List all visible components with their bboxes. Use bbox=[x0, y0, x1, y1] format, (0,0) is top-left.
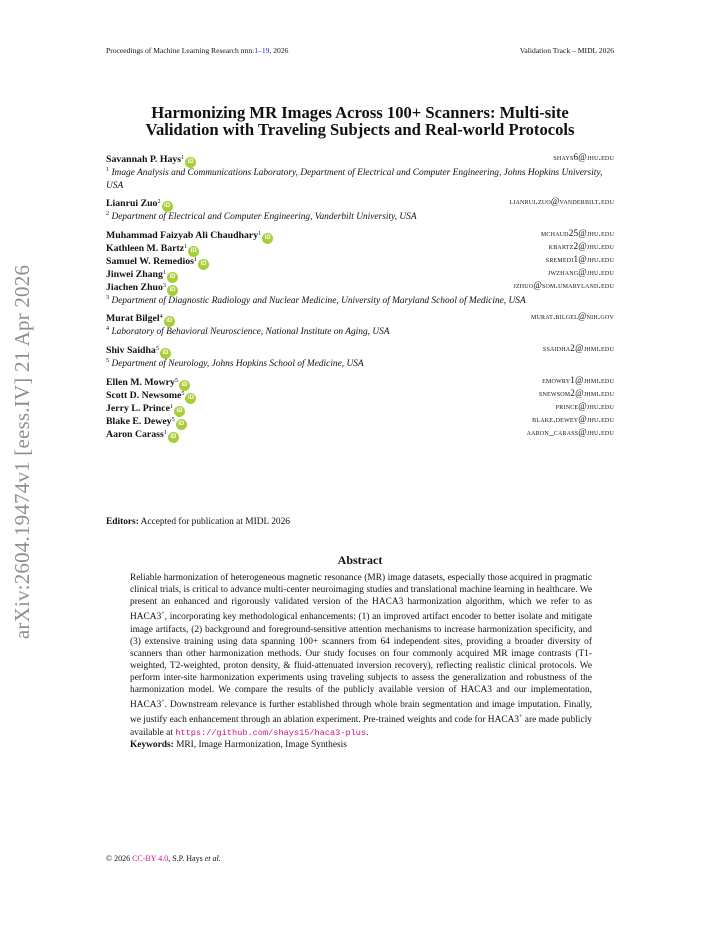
abstract-paragraph: Reliable harmonization of heterogeneous magnetic resonance (MR) image datasets, especially those acquired in pragmatic clinical trials, is critical to advance multi-center neuroimaging studies and translational machine learning in healthcare. We present an enhanced and rigorously validated version of the HACA3 harmonization algorithm, which we refer to as HACA3+, incorporating key methodological enhancements: (1) an improved artifact encoder to better isolate and mitigate image artifacts, (2) background and foreground-sensitive attention mechanisms to increase harmonization specificity, and (3) extensive training using data spanning 100+ scanners from 64 independent sites, providing a broader diversity of scanners than other harmonization methods. Our study focuses on four commonly acquired MR image contrasts (T1-weighted, T2-weighted, proton density, & fluid-attenuated inversion recovery), reflecting realistic clinical protocols. We perform inter-site harmonization experiments using traveling subjects to assess the generalization and robustness of the harmonization model. We compare the results of the publicly available version of HACA3 and our implementation, HACA3+. Downstream relevance is further established through whole brain segmentation and image imputation. Finally, we justify each enhancement through an ablation experiment. Pre-trained weights and code for HACA3+ are made publicly available at https://github.com/shays15/haca3-plus. bbox=[130, 573, 592, 738]
author-row: Ellen M. Mowry$^5$iD emowry1@jhmi.edu bbox=[106, 374, 614, 387]
orcid-icon[interactable]: iD bbox=[188, 246, 199, 257]
orcid-icon[interactable]: iD bbox=[167, 272, 178, 283]
author-email[interactable]: sremedi1@jhu.edu bbox=[545, 253, 614, 264]
paper-title: Harmonizing MR Images Across 100+ Scanners: Multi-site Validation with Traveling Subjects and Real-world Protocols bbox=[145, 103, 575, 139]
keywords-line: Keywords: MRI, Image Harmonization, Image Synthesis bbox=[130, 739, 347, 750]
affiliation: $^3$ Department of Diagnostic Radiology and Nuclear Medicine, University of Maryland School of Medicine, USA bbox=[106, 293, 526, 306]
author-row: Jiachen Zhuo$^3$iD jzhuo@som.umaryland.edu bbox=[106, 279, 614, 292]
github-link[interactable]: https://github.com/shays15/haca3-plus bbox=[175, 727, 367, 738]
author-row: Shiv Saidha$^5$iD ssaidha2@jhmi.edu bbox=[106, 342, 614, 355]
author-row: Samuel W. Remedios$^1$iD sremedi1@jhu.edu bbox=[106, 253, 614, 266]
author-email[interactable]: jzhuo@som.umaryland.edu bbox=[513, 279, 614, 290]
author-row: Kathleen M. Bartz$^1$iD kbartz2@jhu.edu bbox=[106, 240, 614, 253]
author-name: Kathleen M. Bartz bbox=[106, 242, 185, 254]
author-email[interactable]: ssaidha2@jhmi.edu bbox=[542, 343, 614, 353]
author-email[interactable]: shays6@jhu.edu bbox=[553, 152, 614, 162]
author-row: Jinwei Zhang$^1$iD jwzhang@jhu.edu bbox=[106, 266, 614, 279]
author-name: Muhammad Faizyab Ali Chaudhary bbox=[106, 229, 259, 241]
orcid-icon[interactable]: iD bbox=[164, 316, 175, 327]
author-row: Scott D. Newsome$^5$iD snewsom2@jhmi.edu bbox=[106, 387, 614, 400]
orcid-icon[interactable]: iD bbox=[167, 285, 178, 296]
affiliation: $^2$ Department of Electrical and Computer Engineering, Vanderbilt University, USA bbox=[106, 210, 417, 223]
author-name: Lianrui Zuo bbox=[106, 198, 158, 210]
author-name: Shiv Saidha bbox=[106, 345, 156, 356]
affiliation: $^1$ Image Analysis and Communications Laboratory, Department of Electrical and Computer Engineering, Johns Hopkins University, USA bbox=[106, 166, 603, 191]
orcid-icon[interactable]: iD bbox=[262, 233, 273, 244]
affiliation: $^5$ Department of Neurology, Johns Hopkins School of Medicine, USA bbox=[106, 357, 364, 370]
orcid-icon[interactable]: iD bbox=[179, 380, 190, 391]
license-link[interactable]: CC-BY 4.0 bbox=[132, 854, 169, 863]
author-name: Jinwei Zhang bbox=[106, 268, 163, 280]
arxiv-stamp-text: arXiv:2604.19474v1 [eess.IV] 21 Apr 2026 bbox=[10, 264, 34, 640]
abstract-body bbox=[130, 572, 592, 751]
author-name: Murat Bilgel bbox=[106, 313, 160, 325]
author-email[interactable]: blake.dewey@jhu.edu bbox=[532, 413, 614, 424]
orcid-icon[interactable]: iD bbox=[174, 406, 185, 417]
orcid-icon[interactable]: iD bbox=[185, 157, 196, 168]
author-name: Blake E. Dewey bbox=[106, 415, 172, 427]
editors-line: Editors: Accepted for publication at MIDL 2026 bbox=[106, 517, 290, 527]
author-email[interactable]: murat.bilgel@nih.gov bbox=[530, 311, 614, 322]
pages-link[interactable]: 1–19 bbox=[254, 46, 270, 55]
author-email[interactable]: kbartz2@jhu.edu bbox=[548, 240, 614, 251]
author-name: Jerry L. Prince bbox=[106, 402, 170, 414]
author-email[interactable]: aaron_carass@jhu.edu bbox=[526, 426, 614, 437]
author-row: Jerry L. Prince$^1$iD prince@jhu.edu bbox=[106, 400, 614, 413]
copyright-footer: © 2026 CC-BY 4.0, S.P. Hays et al. bbox=[106, 854, 221, 863]
author-email[interactable]: snewsom2@jhmi.edu bbox=[538, 387, 614, 398]
author-email[interactable]: jwzhang@jhu.edu bbox=[547, 266, 614, 277]
orcid-icon[interactable]: iD bbox=[176, 419, 187, 430]
author-row: Muhammad Faizyab Ali Chaudhary$^1$iD mchaud25@jhu.edu bbox=[106, 227, 614, 240]
track-label: Validation Track – MIDL 2026 bbox=[519, 46, 614, 55]
orcid-icon[interactable]: iD bbox=[168, 432, 179, 443]
abstract-heading: Abstract bbox=[337, 553, 383, 567]
orcid-icon[interactable]: iD bbox=[162, 201, 173, 212]
author-email[interactable]: mchaud25@jhu.edu bbox=[540, 227, 614, 238]
author-name: Scott D. Newsome bbox=[106, 389, 182, 401]
author-email[interactable]: prince@jhu.edu bbox=[555, 400, 614, 411]
author-block bbox=[106, 151, 614, 439]
author-row: Lianrui Zuo$^2$iD lianrui.zuo@vanderbilt.edu bbox=[106, 195, 614, 208]
author-row: Savannah P. Hays$^1$iD shays6@jhu.edu bbox=[106, 151, 614, 164]
orcid-icon[interactable]: iD bbox=[160, 348, 171, 359]
affiliation: $^4$ Laboratory of Behavioral Neuroscience, National Institute on Aging, USA bbox=[106, 325, 390, 338]
orcid-icon[interactable]: iD bbox=[185, 393, 196, 404]
author-name: Savannah P. Hays bbox=[106, 154, 182, 165]
proceedings-line: Proceedings of Machine Learning Research nnn:1–19, 2026 bbox=[106, 46, 289, 55]
author-email[interactable]: lianrui.zuo@vanderbilt.edu bbox=[509, 196, 614, 207]
orcid-icon[interactable]: iD bbox=[198, 259, 209, 270]
author-row: Aaron Carass$^1$iD aaron_carass@jhu.edu bbox=[106, 426, 614, 439]
author-row: Murat Bilgel$^4$iD murat.bilgel@nih.gov bbox=[106, 310, 614, 323]
author-name: Jiachen Zhuo bbox=[106, 281, 163, 293]
author-name: Aaron Carass bbox=[106, 428, 164, 440]
author-email[interactable]: emowry1@jhmi.edu bbox=[542, 374, 614, 385]
author-name: Ellen M. Mowry bbox=[106, 376, 175, 388]
author-row: Blake E. Dewey$^5$iD blake.dewey@jhu.edu bbox=[106, 413, 614, 426]
author-name: Samuel W. Remedios bbox=[106, 255, 194, 267]
